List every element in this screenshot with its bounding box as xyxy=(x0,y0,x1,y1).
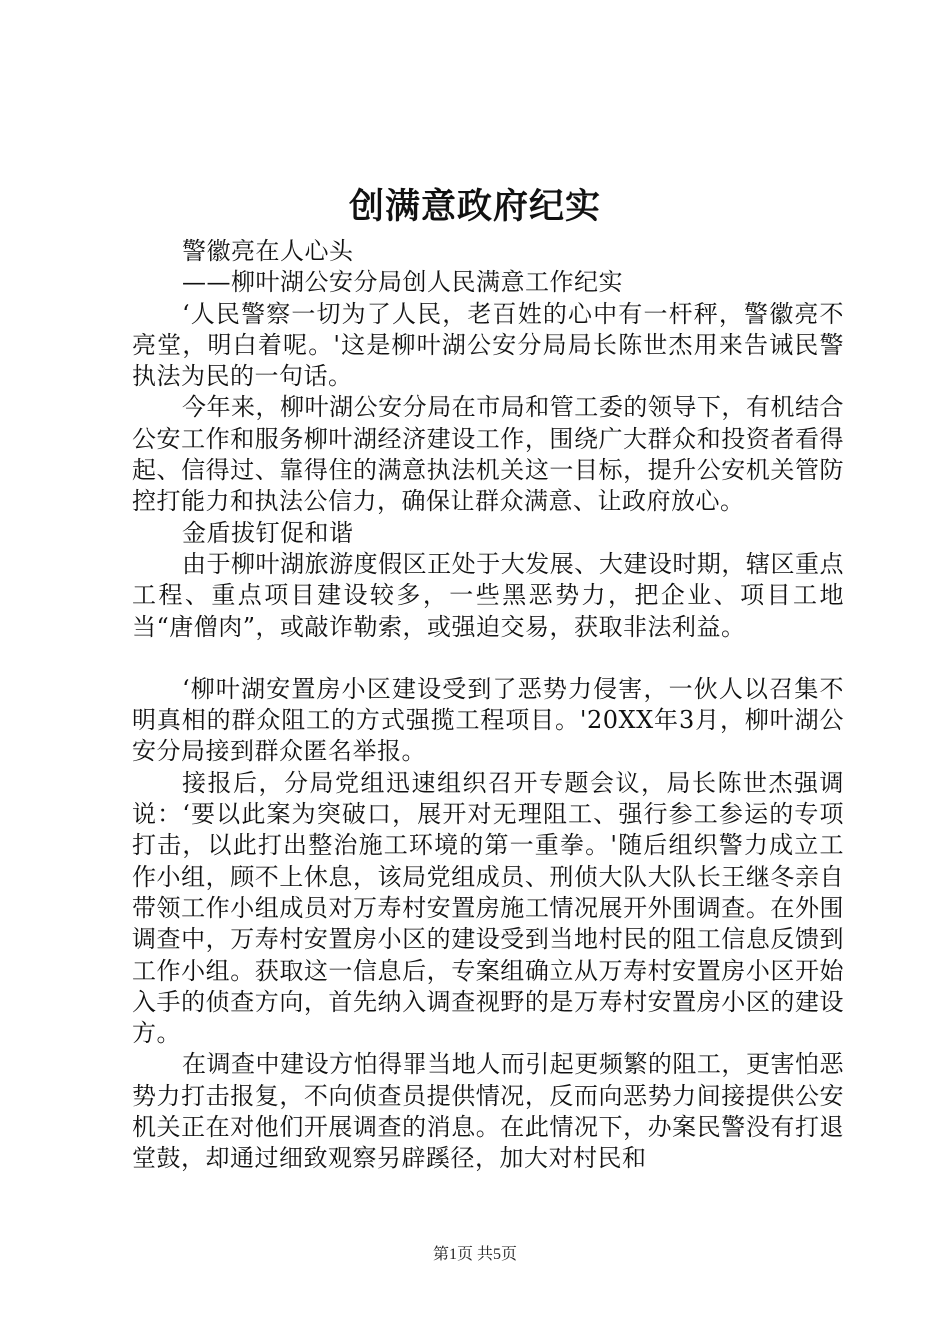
document-title: 创满意政府纪实 xyxy=(348,186,601,227)
paragraph: 今年来，柳叶湖公安分局在市局和管工委的领导下，有机结合公安工作和服务柳叶湖经济建设工作，围绕广大群众和投资者看得起、信得过、靠得住的满意执法机关这一目标，提升公安机关管防控打能力和执法公信力，确保让群众满意、让政府放心。 xyxy=(132,393,844,516)
paragraph: 在调查中建设方怕得罪当地人而引起更频繁的阻工，更害怕恶势力打击报复，不向侦查员提供情况，反而向恶势力间接提供公安机关正在对他们开展调查的消息。在此情况下，办案民警没有打退堂鼓，却通过细致观察另辟蹊径，加大对村民和 xyxy=(132,1050,844,1173)
paragraph: ‘柳叶湖安置房小区建设受到了恶势力侵害，一伙人以召集不明真相的群众阻工的方式强揽工程项目。'20XX年3月，柳叶湖公安分局接到群众匿名举报。 xyxy=(132,674,844,766)
paragraph: 接报后，分局党组迅速组织召开专题会议，局长陈世杰强调说：‘要以此案为突破口，展开对无理阻工、强行参工参运的专项打击，以此打出整治施工环境的第一重拳。'随后组织警力成立工作小组，顾不上休息，该局党组成员、刑侦大队大队长王继冬亲自带领工作小组成员对万寿村安置房施工情况展开外围调查。在外围调查中，万寿村安置房小区的建设受到当地村民的阻工信息反馈到工作小组。获取这一信息后，专案组确立从万寿村安置房小区开始入手的侦查方向，首先纳入调查视野的是万寿村安置房小区的建设方。 xyxy=(132,768,844,1048)
paragraph: ‘人民警察一切为了人民，老百姓的心中有一杆秤，警徽亮不亮堂，明白着呢。'这是柳叶湖公安分局局长陈世杰用来告诫民警执法为民的一句话。 xyxy=(132,299,844,391)
section-heading: 金盾拔钉促和谐 xyxy=(182,518,354,547)
subtitle-line: ——柳叶湖公安分局创人民满意工作纪实 xyxy=(182,268,623,297)
paragraph: 由于柳叶湖旅游度假区正处于大发展、大建设时期，辖区重点工程、重点项目建设较多，一些黑恶势力，把企业、项目工地当“唐僧肉”，或敲诈勒索，或强迫交易，获取非法利益。 xyxy=(132,549,844,641)
page-footer: 第1页 共5页 xyxy=(432,1246,517,1263)
section-heading: 警徽亮在人心头 xyxy=(182,237,354,265)
document-body xyxy=(132,236,844,1175)
